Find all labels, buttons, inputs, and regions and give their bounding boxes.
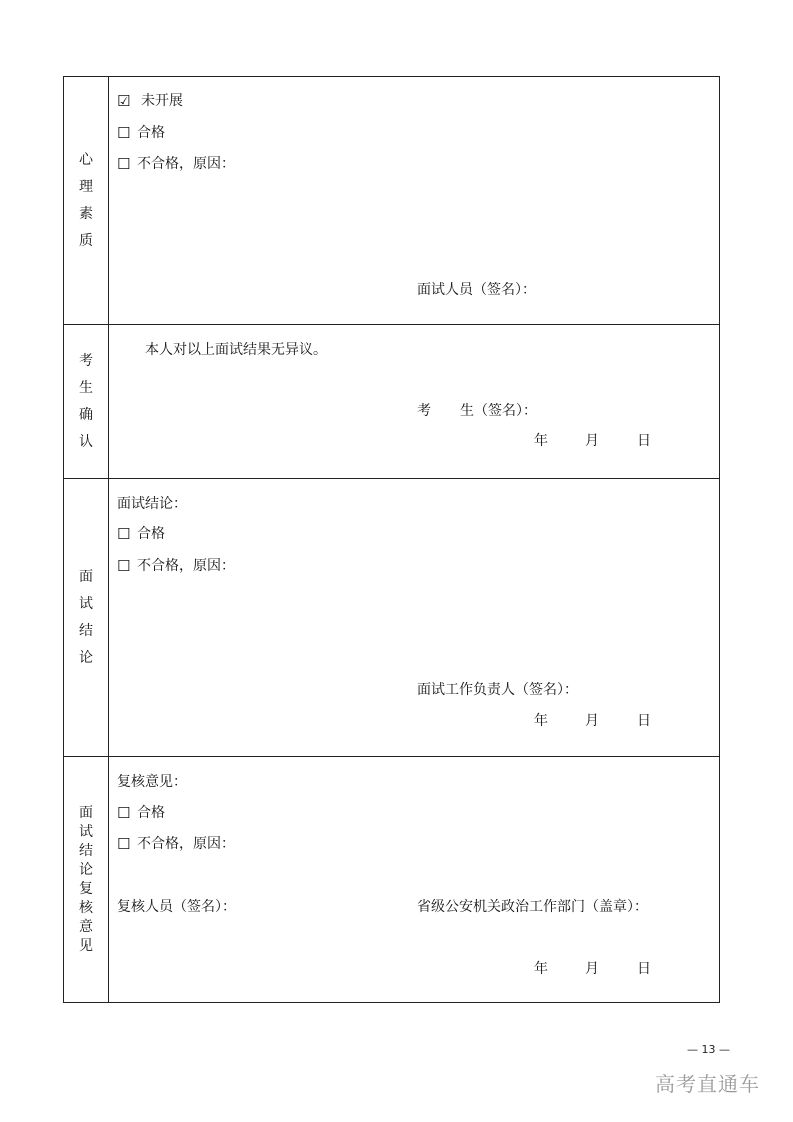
row-psychological-quality (64, 77, 719, 325)
date-year-label: 年 (534, 713, 548, 729)
date-year-label: 年 (534, 433, 548, 449)
label-char: 试 (79, 596, 93, 612)
unchecked-checkbox-icon[interactable]: ☐ (117, 155, 131, 173)
row-content-interview-conclusion (109, 479, 719, 756)
label-char: 确 (79, 407, 93, 423)
label-char: 核 (79, 900, 93, 916)
option-pass-label: 合格 (137, 805, 165, 821)
unchecked-checkbox-icon[interactable]: ☐ (117, 835, 131, 853)
interviewer-signature-label: 面试人员（签名）： (417, 282, 536, 298)
label-char: 结 (79, 843, 93, 859)
label-char: 面 (79, 569, 93, 585)
date-month-label: 月 (585, 713, 599, 729)
row-content-conclusion-review (109, 757, 719, 1002)
label-char: 见 (79, 938, 93, 954)
label-char: 面 (79, 805, 93, 821)
label-char: 意 (79, 919, 93, 935)
row-candidate-confirmation (64, 325, 719, 479)
checked-checkbox-icon[interactable]: ☑ (117, 92, 131, 110)
option-fail-reason-label: 不合格，原因： (137, 558, 235, 574)
watermark-text: 高考直通车 (655, 1072, 760, 1096)
unchecked-checkbox-icon[interactable]: ☐ (117, 124, 131, 142)
reviewer-signature-label: 复核人员（签名）： (117, 899, 236, 915)
row-content-candidate-confirmation (109, 325, 719, 478)
row-label-candidate-confirmation (64, 325, 109, 478)
label-char: 质 (79, 233, 93, 249)
department-stamp-label: 省级公安机关政治工作部门（盖章）： (417, 899, 648, 915)
label-char: 生 (79, 380, 93, 396)
review-opinion-heading: 复核意见： (117, 774, 187, 790)
date-year-label: 年 (534, 961, 548, 977)
label-char: 复 (79, 881, 93, 897)
date-day-label: 日 (637, 713, 651, 729)
label-char: 试 (79, 824, 93, 840)
interview-lead-signature-label: 面试工作负责人（签名）： (417, 682, 578, 698)
label-char: 理 (79, 179, 93, 195)
unchecked-checkbox-icon[interactable]: ☐ (117, 804, 131, 822)
candidate-signature-label-part2: 生（签名）： (460, 403, 537, 419)
row-label-conclusion-review (64, 757, 109, 1002)
label-char: 认 (79, 434, 93, 450)
unchecked-checkbox-icon[interactable]: ☐ (117, 525, 131, 543)
label-char: 论 (79, 650, 93, 666)
label-char: 考 (79, 353, 93, 369)
candidate-signature-label-part1: 考 (417, 403, 431, 419)
label-char: 论 (79, 862, 93, 878)
date-month-label: 月 (585, 433, 599, 449)
row-label-interview-conclusion (64, 479, 109, 756)
unchecked-checkbox-icon[interactable]: ☐ (117, 557, 131, 575)
row-label-psychological-quality (64, 77, 109, 324)
option-not-conducted-label: 未开展 (141, 93, 183, 109)
row-content-psychological-quality (109, 77, 719, 324)
option-fail-reason-label: 不合格，原因： (137, 156, 235, 172)
label-char: 结 (79, 623, 93, 639)
option-pass-label: 合格 (137, 125, 165, 141)
option-fail-reason-label: 不合格，原因： (137, 836, 235, 852)
date-month-label: 月 (585, 961, 599, 977)
date-day-label: 日 (637, 961, 651, 977)
label-char: 素 (79, 206, 93, 222)
row-conclusion-review (64, 757, 719, 1002)
row-interview-conclusion (64, 479, 719, 757)
interview-conclusion-heading: 面试结论： (117, 496, 187, 512)
label-char: 心 (79, 152, 93, 168)
page-number: — 13 — (687, 1043, 730, 1056)
interview-form-table (63, 76, 720, 1003)
option-pass-label: 合格 (137, 526, 165, 542)
confirmation-statement: 本人对以上面试结果无异议。 (145, 342, 327, 358)
date-day-label: 日 (637, 433, 651, 449)
